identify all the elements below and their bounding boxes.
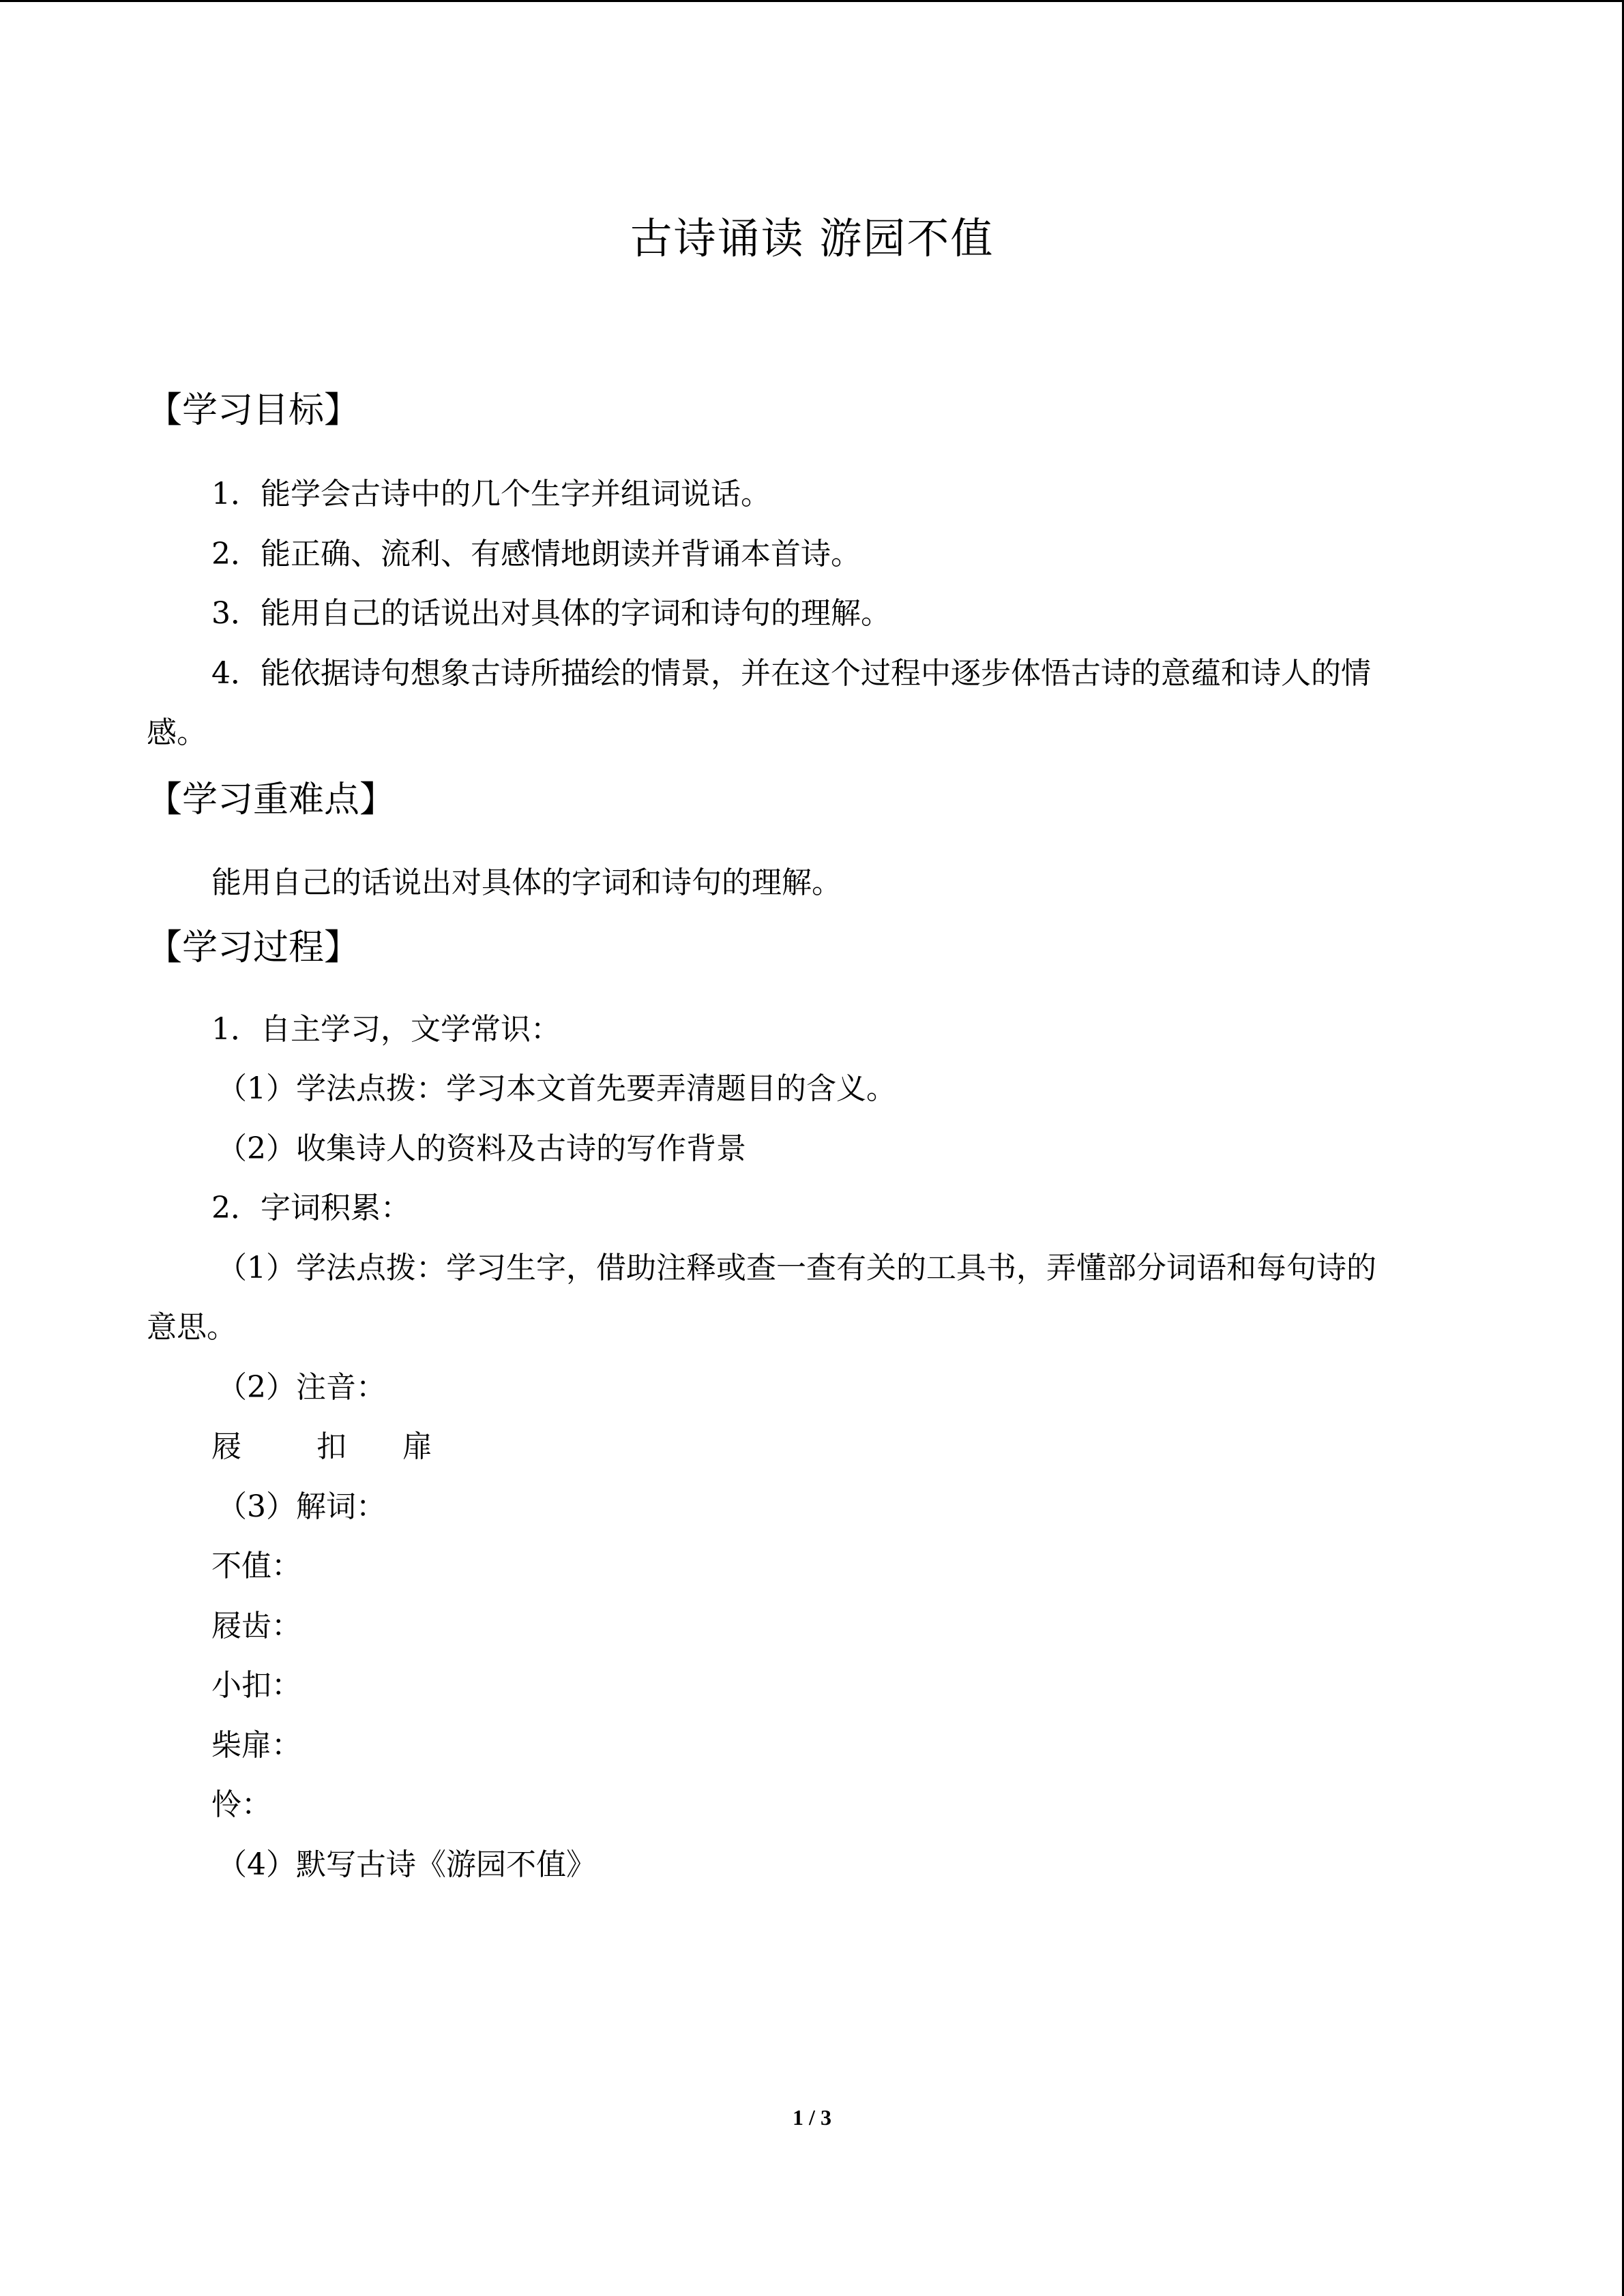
- page-title: 古诗诵读 游园不值: [630, 213, 994, 263]
- vocab-heading: （3）解词：: [217, 1489, 386, 1524]
- phonetic-characters: [211, 1427, 432, 1467]
- process-line-5: （1）学法点拨：学习生字，借助注释或查一查有关的工具书，弄懂部分词语和每句诗的: [217, 1251, 1376, 1285]
- vocab-item-buzhi: 不值：: [211, 1549, 301, 1583]
- process-line-2: （1）学法点拨：学习本文首先要弄清题目的含义。: [217, 1071, 896, 1106]
- vocab-item-lian: 怜：: [211, 1787, 271, 1822]
- dictation-line: （4）默写古诗《游园不值》: [217, 1847, 596, 1882]
- vocab-item-chaifei: 柴扉：: [211, 1728, 301, 1763]
- phonetic-char-3: 扉: [402, 1429, 432, 1464]
- goal-item-3: 3．能用自己的话说出对具体的字词和诗句的理解。: [211, 596, 891, 631]
- phonetic-heading: （2）注音：: [217, 1370, 386, 1405]
- process-line-5-continued: 意思。: [147, 1310, 237, 1345]
- vocab-item-jichi: 屐齿：: [211, 1609, 301, 1643]
- section-heading-goals: 【学习目标】: [147, 390, 360, 431]
- goal-item-4-continued: 感。: [147, 715, 207, 750]
- phonetic-char-2: 扣: [316, 1429, 346, 1464]
- process-line-4: 2．字词积累：: [211, 1191, 411, 1225]
- goal-item-2: 2．能正确、流利、有感情地朗读并背诵本首诗。: [211, 537, 861, 571]
- goal-item-1: 1．能学会古诗中的几个生字并组词说话。: [211, 477, 771, 511]
- process-line-3: （2）收集诗人的资料及古诗的写作背景: [217, 1131, 746, 1166]
- section-heading-process: 【学习过程】: [147, 927, 360, 968]
- key-points-text: 能用自己的话说出对具体的字词和诗句的理解。: [211, 865, 842, 900]
- section-heading-key-points: 【学习重难点】: [147, 779, 396, 820]
- process-line-1: 1．自主学习，文学常识：: [211, 1012, 561, 1047]
- phonetic-char-1: 屐: [211, 1429, 241, 1464]
- page-number: 1 / 3: [793, 2105, 831, 2130]
- goal-item-4: 4．能依据诗句想象古诗所描绘的情景，并在这个过程中逐步体悟古诗的意蕴和诗人的情: [211, 656, 1371, 691]
- vocab-item-xiaokou: 小扣：: [211, 1668, 301, 1703]
